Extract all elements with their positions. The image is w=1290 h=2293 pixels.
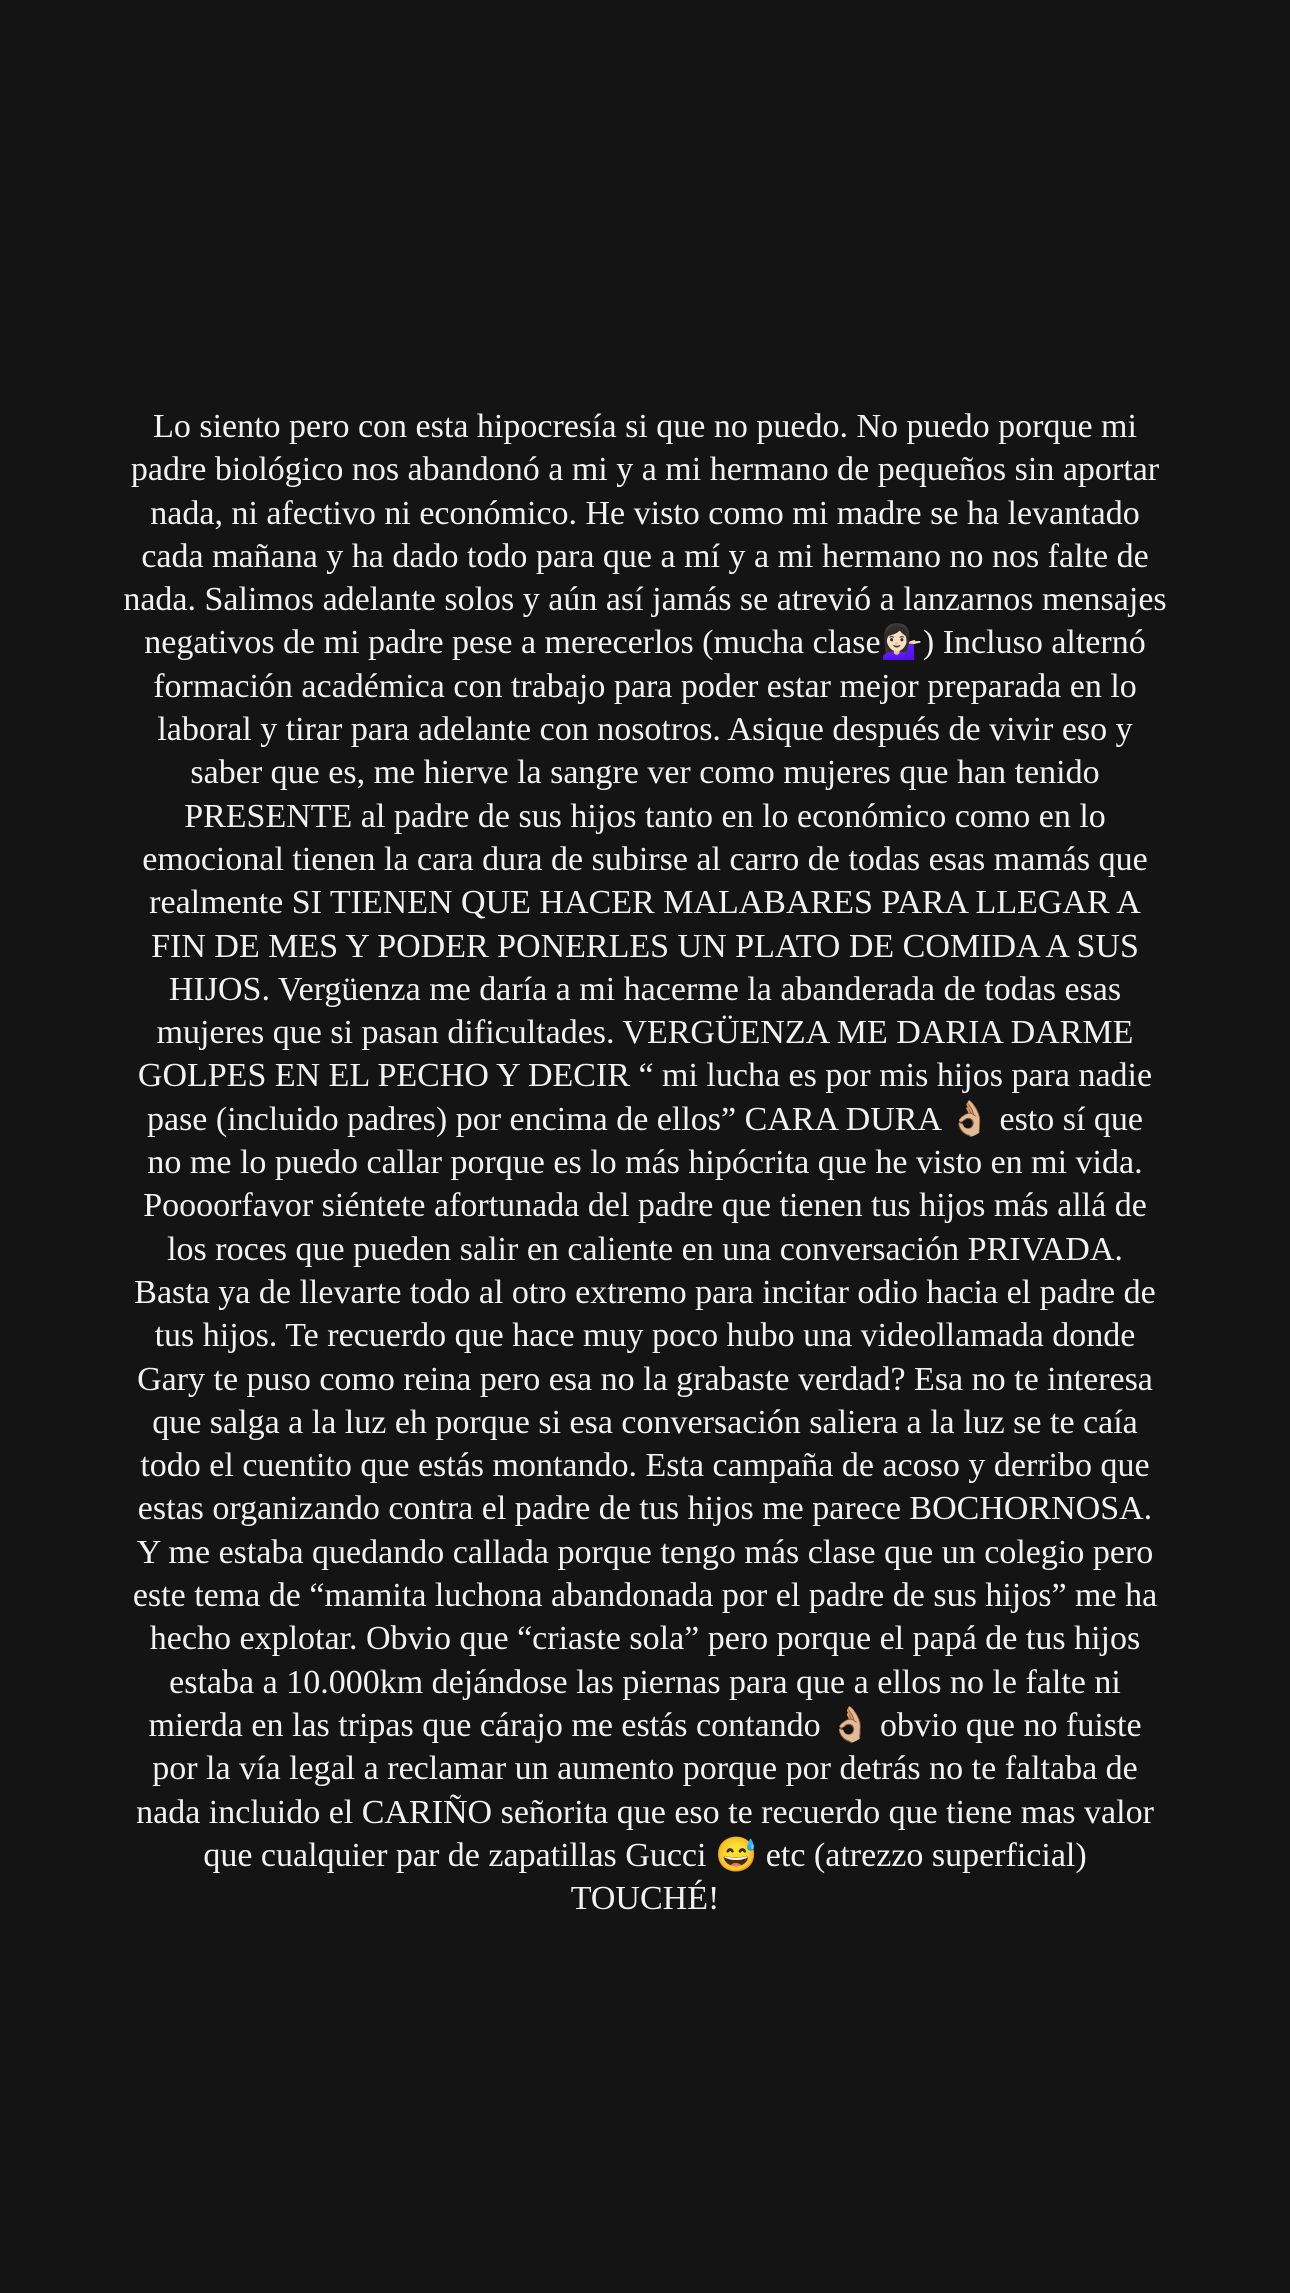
story-text-line: Poooorfavor siéntete afortunada del padre que tienen tus hijos más allá de xyxy=(143,1187,1147,1225)
story-text-line: nada, ni afectivo ni económico. He visto como mi madre se ha levantado xyxy=(150,494,1140,532)
story-text-line: este tema de “mamita luchona abandonada por el padre de sus hijos” me ha xyxy=(132,1577,1158,1615)
story-text-line: PRESENTE al padre de sus hijos tanto en lo económico como en lo xyxy=(184,797,1106,835)
story-text-line: que cualquier par de zapatillas Gucci 😅 etc (atrezzo superficial) xyxy=(203,1836,1087,1874)
story-text-line: GOLPES EN EL PECHO Y DECIR “ mi lucha es por mis hijos para nadie xyxy=(137,1057,1153,1095)
story-text-line: Y me estaba quedando callada porque tengo más clase que un colegio pero xyxy=(136,1533,1154,1571)
story-text-line: Basta ya de llevarte todo al otro extremo para incitar odio hacia el padre de xyxy=(134,1273,1156,1311)
story-text-line: todo el cuentito que estás montando. Esta campaña de acoso y derribo que xyxy=(140,1447,1150,1485)
story-text-line: cada mañana y ha dado todo para que a mí y a mi hermano no nos falte de xyxy=(141,537,1149,575)
story-text-line: mierda en las tripas que cárajo me estás contando 👌🏼 obvio que no fuiste xyxy=(148,1706,1142,1744)
story-text-line: Gary te puso como reina pero esa no la grabaste verdad? Esa no te interesa xyxy=(137,1360,1153,1398)
story-text-line: FIN DE MES Y PODER PONERLES UN PLATO DE COMIDA A SUS xyxy=(151,927,1139,965)
story-text-line: nada incluido el CARIÑO señorita que eso te recuerdo que tiene mas valor xyxy=(136,1793,1154,1831)
story-text-line: saber que es, me hierve la sangre ver como mujeres que han tenido xyxy=(190,754,1100,792)
story-text-line: nada. Salimos adelante solos y aún así jamás se atrevió a lanzarnos mensajes xyxy=(123,581,1167,619)
story-text-line: mujeres que si pasan dificultades. VERGÜENZA ME DARIA DARME xyxy=(156,1014,1134,1052)
story-text-line: no me lo puedo callar porque es lo más hipócrita que he visto en mi vida. xyxy=(147,1144,1143,1182)
story-text-line: que salga a la luz eh porque si esa conversación saliera a la luz se te caía xyxy=(152,1403,1138,1441)
story-text-line: HIJOS. Vergüenza me daría a mi hacerme la abanderada de todas esas xyxy=(168,970,1122,1008)
story-text-line: formación académica con trabajo para poder estar mejor preparada en lo xyxy=(153,667,1137,705)
story-text-line: negativos de mi padre pese a merecerlos (mucha clase💁🏻‍♀️) Incluso alternó xyxy=(144,624,1146,662)
story-text-block xyxy=(28,405,1262,1920)
story-text-line: pase (incluido padres) por encima de ellos” CARA DURA 👌🏼 esto sí que xyxy=(146,1100,1144,1138)
story-text-line: estaba a 10.000km dejándose las piernas para que a ellos no le falte ni xyxy=(169,1663,1121,1701)
story-text-line: TOUCHÉ! xyxy=(570,1880,720,1918)
story-text-line: padre biológico nos abandonó a mi y a mi hermano de pequeños sin aportar xyxy=(130,451,1160,489)
story-text-line: estas organizando contra el padre de tus hijos me parece BOCHORNOSA. xyxy=(137,1490,1153,1528)
story-text-line: emocional tienen la cara dura de subirse al carro de todas esas mamás que xyxy=(142,840,1148,878)
story-text-line: laboral y tirar para adelante con nosotros. Asique después de vivir eso y xyxy=(157,711,1133,749)
story-text-line: Lo siento pero con esta hipocresía si que no puedo. No puedo porque mi xyxy=(153,408,1137,445)
story-text-line: tus hijos. Te recuerdo que hace muy poco hubo una videollamada donde xyxy=(154,1317,1136,1355)
story-text-line: realmente SI TIENEN QUE HACER MALABARES PARA LLEGAR A xyxy=(149,884,1141,922)
story-text-line: por la vía legal a reclamar un aumento porque por detrás no te faltaba de xyxy=(152,1750,1138,1788)
story-text-line: los roces que pueden salir en caliente en una conversación PRIVADA. xyxy=(167,1230,1123,1268)
story-text-line: hecho explotar. Obvio que “criaste sola” pero porque el papá de tus hijos xyxy=(149,1620,1141,1658)
